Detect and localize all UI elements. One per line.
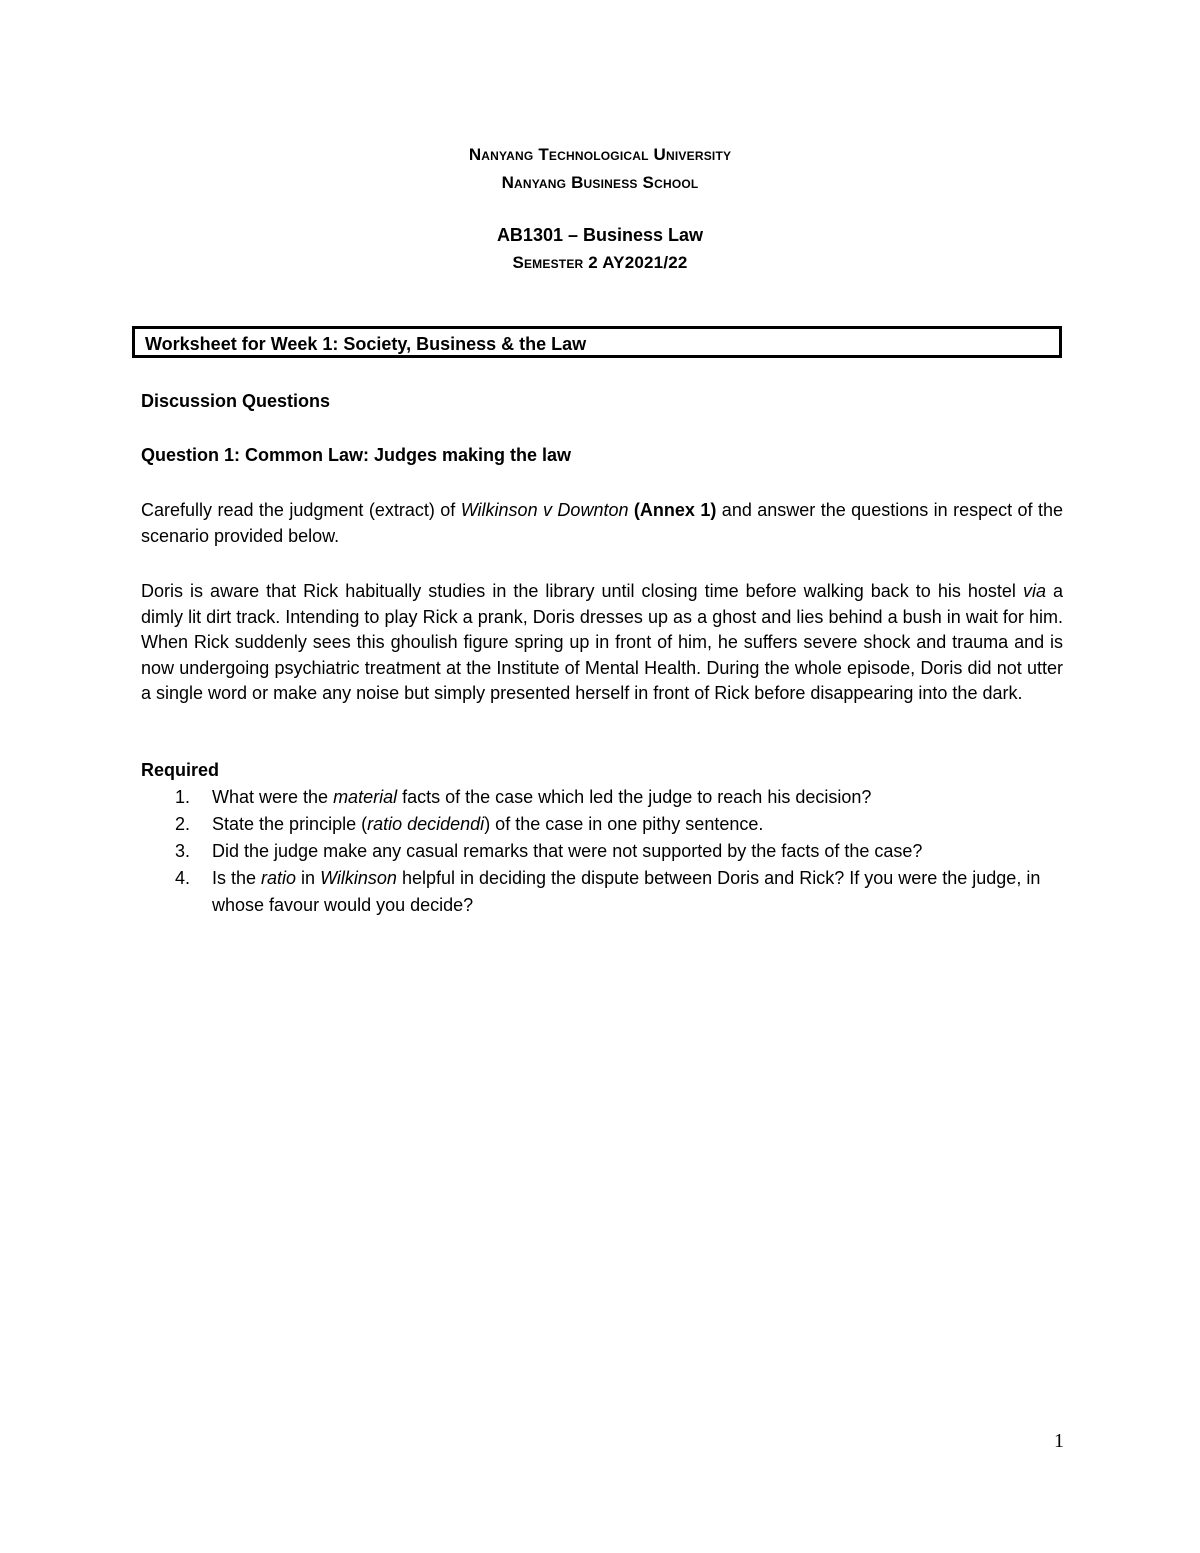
list-item [141,784,1063,811]
worksheet-title-box [132,326,1062,358]
scenario-text-part2: a dimly lit dirt track. Intending to play Rick a prank, Doris dresses up as a ghost and lies behind a bush in wait for him. When Rick suddenly sees this ghoulish figure spring up in front of him, he suffers severe shock and trauma and is now undergoing psychiatric treatment at the Institute of Mental Health. During the whole episode, Doris did not utter a single word or make any noise but simply presented herself in front of Rick before disappearing into the dark. [141,581,1064,703]
list-item-text: What were the [212,787,334,807]
section-heading: Discussion Questions [141,391,331,411]
annex-reference: (Annex 1) [633,500,717,520]
school-name: Nanyang Business School [501,173,699,192]
scenario-via: via [1022,581,1046,601]
worksheet-title: Worksheet for Week 1: Society, Business & the Law [145,334,587,354]
intro-text-before: Carefully read the judgment (extract) of [141,500,461,520]
list-item-text: Did the judge make any casual remarks that were not supported by the facts of the case? [212,841,923,861]
university-name: Nanyang Technological University [468,145,732,164]
case-name: Wilkinson v Downton [460,500,629,520]
list-item-italic: ratio decidendi [367,814,485,834]
list-item-number: 4. [175,868,191,888]
list-item-number: 3. [175,841,191,861]
list-item [141,838,1063,865]
scenario-text-part1: Doris is aware that Rick habitually studies in the library until closing time before walking back to his hostel [141,581,1023,601]
list-item [141,811,1063,838]
list-item-text: in [296,868,321,888]
list-item-text: helpful in deciding the dispute between Doris and Rick? If you were the judge, in whose favour would you decide? [212,868,1041,915]
page-number: 1 [1054,1430,1064,1452]
list-item-text: facts of the case which led the judge to reach his decision? [397,787,872,807]
question-heading: Question 1: Common Law: Judges making the law [141,445,572,465]
required-heading: Required [141,760,220,780]
question-intro-paragraph [141,498,1063,549]
list-item-number: 1. [175,787,191,807]
list-item-italic: material [333,787,398,807]
list-item-text: State the principle ( [212,814,368,834]
intro-text-after: and answer the questions in respect of the scenario provided below. [141,500,1064,546]
scenario-paragraph [141,579,1063,707]
list-item-number: 2. [175,814,191,834]
list-item [141,865,1063,919]
list-item-text: ) of the case in one pithy sentence. [484,814,764,834]
list-item-text: Is the [212,868,262,888]
list-item-italic: ratio [261,868,297,888]
course-title: AB1301 – Business Law [496,225,704,245]
list-item-italic: Wilkinson [320,868,397,888]
required-list [141,784,1063,919]
semester-label: Semester 2 AY2021/22 [512,253,688,272]
